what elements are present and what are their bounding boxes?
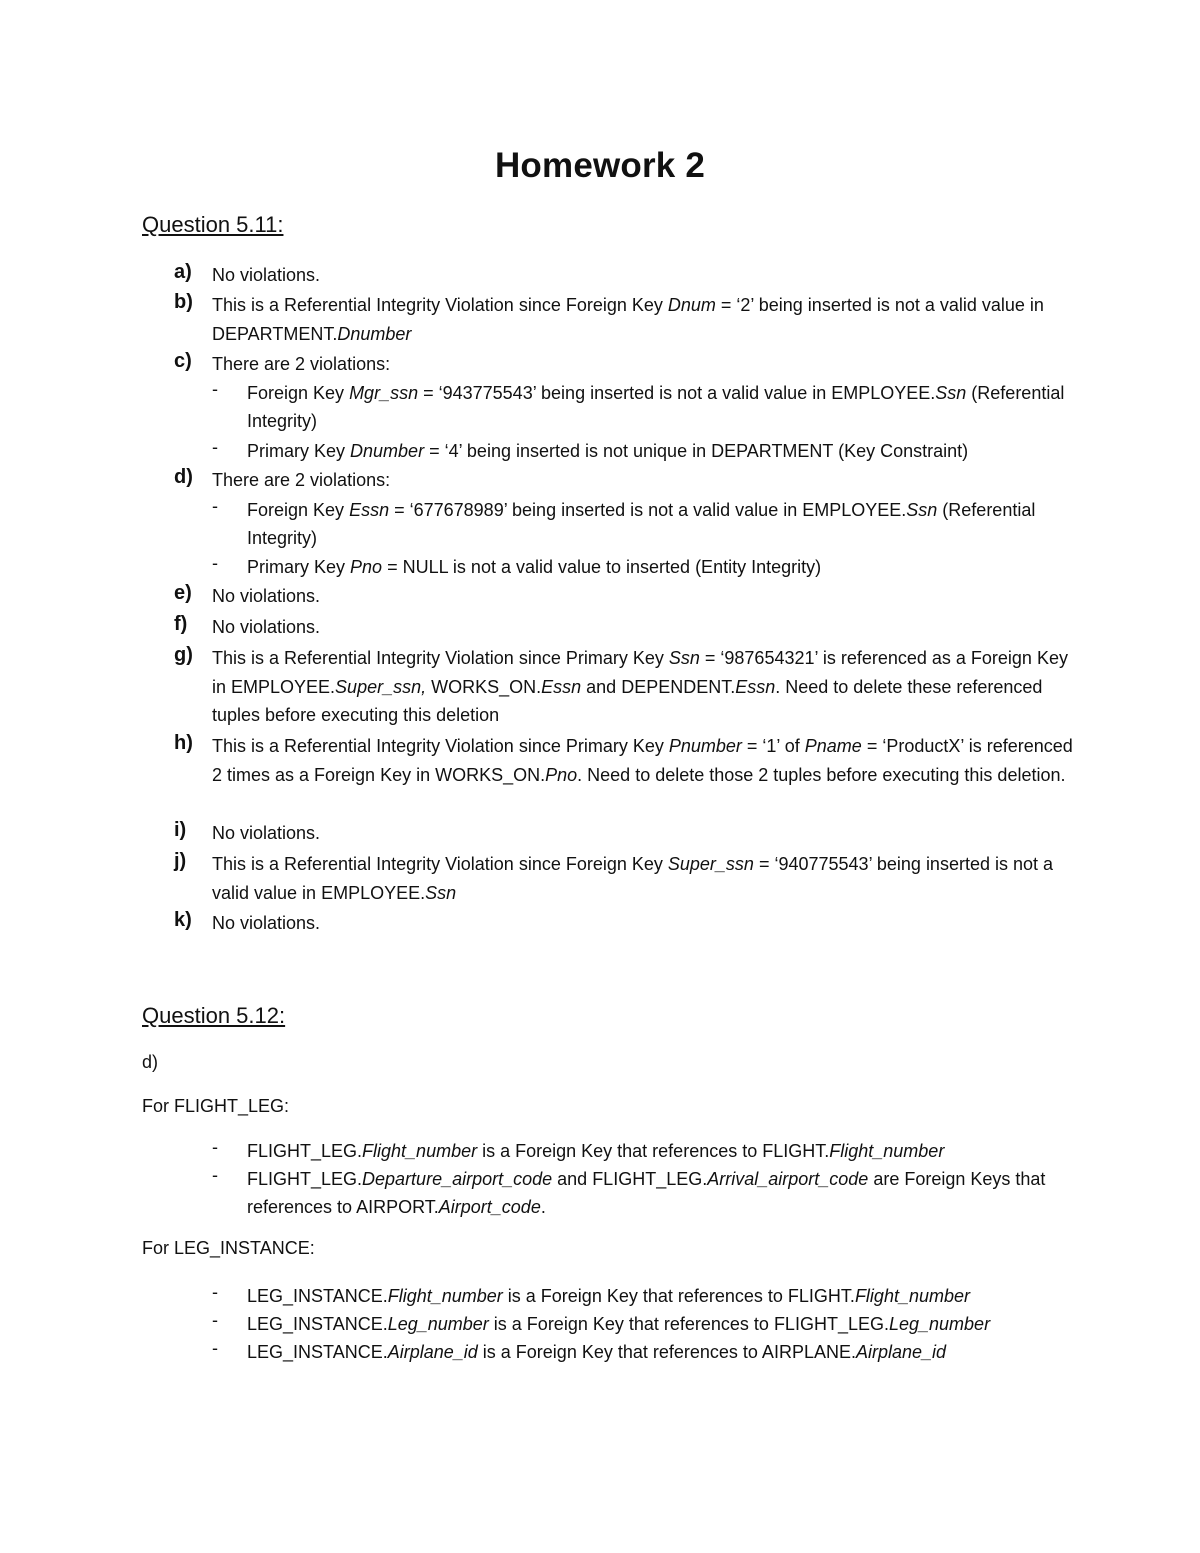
sub-bullet	[212, 496, 1072, 552]
answer-h	[174, 732, 1074, 789]
answer-k	[174, 909, 1074, 938]
dash-bullet-icon: -	[212, 1310, 218, 1330]
item-label: d)	[174, 466, 193, 488]
item-text: No violations.	[212, 913, 321, 933]
answer-i	[174, 819, 1074, 848]
sub-bullet	[212, 1310, 1072, 1338]
item-text: No violations.	[212, 823, 321, 843]
dash-bullet-icon: -	[212, 1165, 218, 1185]
item-label: a)	[174, 261, 192, 283]
item-text: This is a Referential Integrity Violation since Primary Key Ssn = ‘987654321’ is referenced as a Foreign Key in EMPLOYEE.Super_ssn, WORKS_ON.Essn and DEPENDENT.Essn. Need to delete these referenced tuples before executing this deletion	[212, 648, 1068, 725]
sub-bullet	[212, 437, 1072, 465]
dash-bullet-icon: -	[212, 437, 218, 457]
sub-text: FLIGHT_LEG.Departure_airport_code and FLIGHT_LEG.Arrival_airport_code are Foreign Keys that references to AIRPORT.Airport_code.	[247, 1169, 1046, 1217]
sub-text: Foreign Key Essn = ‘677678989’ being inserted is not a valid value in EMPLOYEE.Ssn (Referential Integrity)	[247, 500, 1036, 548]
question-5-12-heading: Question 5.12:	[142, 1003, 286, 1028]
dash-bullet-icon: -	[212, 553, 218, 573]
sub-bullet	[212, 379, 1072, 435]
answer-a	[174, 261, 1074, 290]
sub-text: LEG_INSTANCE.Airplane_id is a Foreign Key that references to AIRPLANE.Airplane_id	[247, 1342, 947, 1362]
item-label: g)	[174, 644, 193, 666]
sub-bullet	[212, 1137, 1072, 1165]
item-text: No violations.	[212, 265, 321, 285]
dash-bullet-icon: -	[212, 496, 218, 516]
item-text: This is a Referential Integrity Violation since Primary Key Pnumber = ‘1’ of Pname = ‘ProductX’ is referenced 2 times as a Foreign Key in WORKS_ON.Pno. Need to delete those 2 tuples before executing this deletion.	[212, 736, 1073, 785]
answer-c	[174, 350, 1074, 379]
sub-bullet	[212, 1165, 1072, 1221]
part-label: d)	[142, 1052, 159, 1072]
sub-bullet	[212, 1282, 1072, 1310]
answer-g	[174, 644, 1074, 730]
item-text: No violations.	[212, 617, 321, 637]
dash-bullet-icon: -	[212, 1282, 218, 1302]
answer-j	[174, 850, 1074, 907]
item-text: There are 2 violations:	[212, 354, 391, 374]
item-label: j)	[174, 850, 187, 872]
leg-instance-intro: For LEG_INSTANCE:	[142, 1238, 315, 1258]
item-label: i)	[174, 819, 187, 841]
item-label: b)	[174, 291, 193, 313]
sub-text: LEG_INSTANCE.Leg_number is a Foreign Key that references to FLIGHT_LEG.Leg_number	[247, 1314, 991, 1334]
item-text: No violations.	[212, 586, 321, 606]
dash-bullet-icon: -	[212, 379, 218, 399]
sub-text: Foreign Key Mgr_ssn = ‘943775543’ being inserted is not a valid value in EMPLOYEE.Ssn (Referential Integrity)	[247, 383, 1065, 431]
item-label: e)	[174, 582, 192, 604]
dash-bullet-icon: -	[212, 1338, 218, 1358]
page-title: Homework 2	[494, 146, 706, 185]
answer-e	[174, 582, 1074, 611]
item-label: h)	[174, 732, 193, 754]
sub-text: FLIGHT_LEG.Flight_number is a Foreign Key that references to FLIGHT.Flight_number	[247, 1141, 945, 1161]
item-text: This is a Referential Integrity Violation since Foreign Key Dnum = ‘2’ being inserted is not a valid value in DEPARTMENT.Dnumber	[212, 295, 1044, 344]
dash-bullet-icon: -	[212, 1137, 218, 1157]
item-label: c)	[174, 350, 192, 372]
sub-text: Primary Key Pno = NULL is not a valid value to inserted (Entity Integrity)	[247, 557, 822, 577]
answer-b	[174, 291, 1074, 348]
item-label: f)	[174, 613, 188, 635]
question-5-11-heading: Question 5.11:	[142, 212, 284, 237]
answer-d	[174, 466, 1074, 495]
answer-f	[174, 613, 1074, 642]
item-text: This is a Referential Integrity Violation since Foreign Key Super_ssn = ‘940775543’ being inserted is not a valid value in EMPLOYEE.Ssn	[212, 854, 1054, 903]
sub-bullet	[212, 553, 1072, 581]
sub-bullet	[212, 1338, 1072, 1366]
item-text: There are 2 violations:	[212, 470, 391, 490]
flight-leg-intro: For FLIGHT_LEG:	[142, 1096, 290, 1116]
item-label: k)	[174, 909, 192, 931]
sub-text: LEG_INSTANCE.Flight_number is a Foreign Key that references to FLIGHT.Flight_number	[247, 1286, 970, 1306]
sub-text: Primary Key Dnumber = ‘4’ being inserted is not unique in DEPARTMENT (Key Constraint)	[247, 441, 969, 461]
